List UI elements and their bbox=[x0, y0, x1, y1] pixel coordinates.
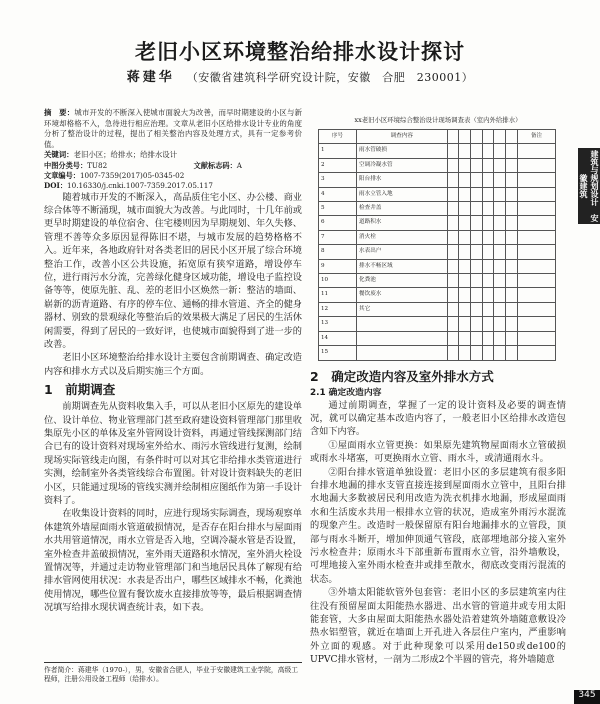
table-cell bbox=[494, 187, 506, 201]
table-cell: 1 bbox=[319, 144, 357, 158]
author-footnote: 作者简介：蒋建华（1970-），男，安徽省合肥人，毕业于安徽建筑工业学院，高级工程师，注册公用设备工程师（给排水）。 bbox=[44, 662, 302, 684]
table-cell bbox=[459, 144, 471, 158]
table-cell bbox=[482, 216, 494, 230]
table-cell bbox=[471, 346, 483, 360]
table-cell bbox=[482, 202, 494, 216]
table-cell bbox=[447, 259, 459, 273]
table-cell bbox=[471, 288, 483, 302]
table-header-cell bbox=[506, 130, 518, 144]
table-cell bbox=[471, 274, 483, 288]
section-2-paragraph: ②阳台排水管道单独设置：老旧小区的多层建筑有很多阳台排水地漏的排水支管直接连接到屋面雨水立管中，且阳台排水地漏大多数被居民利用改造为洗衣机排水地漏，形成屋面雨水和生活废水共用一根排水立管的状况，造成室外雨污水混流的现象产生。改造时一般保留原有阳台地漏排水的立管段，顶部与雨水斗断开，增加伸顶通气管段，底部埋地部分接入室外污水检查井；原雨水斗下部重新布置雨水立管，沿外墙敷设，可埋地接入室外雨水检查井或排至散水，彻底改变雨污混流的状态。 bbox=[310, 466, 566, 585]
table-cell bbox=[517, 202, 555, 216]
table-cell bbox=[447, 230, 459, 244]
table-cell bbox=[482, 302, 494, 316]
table-cell bbox=[357, 317, 448, 331]
table-cell bbox=[471, 302, 483, 316]
table-cell bbox=[459, 173, 471, 187]
table-cell: 检查井盖 bbox=[357, 202, 448, 216]
table-cell bbox=[459, 346, 471, 360]
table-cell bbox=[459, 274, 471, 288]
table-cell bbox=[494, 302, 506, 316]
table-cell bbox=[517, 288, 555, 302]
table-cell bbox=[482, 158, 494, 172]
table-cell bbox=[517, 144, 555, 158]
table-cell bbox=[471, 144, 483, 158]
table-cell: 水表出户 bbox=[357, 245, 448, 259]
table-cell bbox=[482, 288, 494, 302]
table-cell: 7 bbox=[319, 230, 357, 244]
author-line bbox=[0, 66, 600, 85]
table-cell: 餐饮废水 bbox=[357, 288, 448, 302]
table-cell bbox=[471, 216, 483, 230]
table-cell bbox=[517, 274, 555, 288]
table-header-cell bbox=[459, 130, 471, 144]
table-cell bbox=[471, 187, 483, 201]
table-cell bbox=[471, 158, 483, 172]
intro-paragraph: 随着城市开发的不断深入，高品质住宅小区、办公楼、商业综合体等不断涌现，城市面貌大为改善。与此同时，十几年前或更早时期建设的单位宿舍、住宅楼则因为早期规划、年久失修、管理不善等众多原因显得陈旧不堪，与城市发展的趋势格格不入。近年来，各地政府针对各类老旧的居民小区开展了综合环境整治工作，改善小区公共设施，拓宽原有狭窄道路，增设停车位，进行雨污水分流，完善绿化健身区域功能，增设电子监控设备等等，使原先脏、乱、差的老旧小区焕然一新：整洁的墙面、崭新的沥青道路、有序的停车位、通畅的排水管道、齐全的健身器材、别致的景观绿化等整治后的效果极大满足了居民的生活休闲需要，得到了居民的一致好评，也使城市面貌得到了进一步的改善。 bbox=[44, 191, 302, 350]
table-cell bbox=[471, 331, 483, 345]
doi-label: DOI： bbox=[44, 180, 68, 190]
table-cell bbox=[506, 346, 518, 360]
table-cell bbox=[494, 230, 506, 244]
author-affiliation: （安徽省建筑科学研究设计院，安徽 合肥 230001） bbox=[186, 71, 474, 84]
table-cell bbox=[494, 216, 506, 230]
table-cell bbox=[494, 173, 506, 187]
table-cell bbox=[357, 346, 448, 360]
doc-code-label: 文献标志码： bbox=[193, 160, 237, 170]
table-cell bbox=[517, 216, 555, 230]
table-cell bbox=[447, 216, 459, 230]
section-1-heading: 1 前期调查 bbox=[44, 382, 116, 398]
table-cell: 12 bbox=[319, 302, 357, 316]
table-cell bbox=[494, 288, 506, 302]
table-row bbox=[319, 144, 556, 158]
table-cell bbox=[482, 317, 494, 331]
table-cell: 空调冷凝水管 bbox=[357, 158, 448, 172]
section-1-paragraph: 在收集设计资料的同时，应进行现场实际调查，现场观察单体建筑外墙屋面雨水管道破损情况，是否存在阳台排水与屋面雨水共用管道情况，雨水立管是否入地，空调冷凝水管是否设置，室外检查井盖破损情况，室外雨天道路积水情况，室外消火栓设置情况等，并通过走访物业管理部门和当地居民具体了解现有给排水管网使用状况：水表是否出户，哪些区域排水不畅，化粪池使用情况，哪些位置有餐饮废水直接排放等等，最后根据调查情况填写给排水现状调查统计表，如下表。 bbox=[44, 508, 302, 614]
table-cell: 阳台排水 bbox=[357, 173, 448, 187]
table-cell bbox=[506, 187, 518, 201]
section-1-paragraph: 前期调查先从资料收集入手，可以从老旧小区原先的建设单位、设计单位、物业管理部门甚至政府建设资料管理部门那里收集原先小区的单体及室外管网设计资料，再通过管线探测部门结合已有的设计资料对现场室外给水、雨污水管线进行复测，绘制现场实际管线走向图，有条件时可以对其它非给排水类管道进行实测，绘制室外各类管线综合布置图。针对设计资料缺失的老旧小区，只能通过现场的管线实测并绘制相应图纸作为第一手设计资料了。 bbox=[44, 401, 302, 507]
table-cell bbox=[517, 158, 555, 172]
table-cell: 14 bbox=[319, 331, 357, 345]
table-cell bbox=[494, 245, 506, 259]
table-header-cell bbox=[447, 130, 459, 144]
table-cell: 消火栓 bbox=[357, 230, 448, 244]
keywords-label: 关键词： bbox=[44, 150, 74, 159]
table-cell: 道路积水 bbox=[357, 216, 448, 230]
doc-code-value: A bbox=[236, 160, 242, 170]
table-cell bbox=[471, 259, 483, 273]
table-cell: 6 bbox=[319, 216, 357, 230]
table-cell: 15 bbox=[319, 346, 357, 360]
table-cell bbox=[506, 230, 518, 244]
table-cell bbox=[482, 230, 494, 244]
table-cell bbox=[447, 331, 459, 345]
table-row bbox=[319, 288, 556, 302]
page-number: 345 bbox=[574, 690, 600, 704]
article-no-value: 1007-7359(2017)05-0345-02 bbox=[79, 170, 185, 180]
table-cell bbox=[517, 346, 555, 360]
table-cell bbox=[517, 245, 555, 259]
table-cell bbox=[506, 288, 518, 302]
table-cell: 排水不畅区域 bbox=[357, 259, 448, 273]
table-row bbox=[319, 173, 556, 187]
table-cell bbox=[459, 317, 471, 331]
table-cell bbox=[494, 202, 506, 216]
table-cell bbox=[517, 187, 555, 201]
table-cell bbox=[471, 230, 483, 244]
table-cell bbox=[459, 216, 471, 230]
table-cell bbox=[447, 346, 459, 360]
table-cell bbox=[447, 274, 459, 288]
section-2-paragraph: 通过前期调查，掌握了一定的设计资料及必要的调查情况，就可以确定基本改造内容了，一般老旧小区给排水改造包含如下内容。 bbox=[310, 399, 566, 438]
table-cell bbox=[447, 245, 459, 259]
table-header-cell bbox=[471, 130, 483, 144]
table-cell bbox=[459, 331, 471, 345]
table-cell bbox=[459, 259, 471, 273]
table-cell bbox=[447, 302, 459, 316]
table-cell bbox=[482, 331, 494, 345]
table-cell bbox=[471, 245, 483, 259]
table-header-cell: 备注 bbox=[517, 130, 555, 144]
table-cell bbox=[494, 317, 506, 331]
table-cell bbox=[517, 331, 555, 345]
table-cell bbox=[459, 288, 471, 302]
table-cell: 5 bbox=[319, 202, 357, 216]
table-cell bbox=[494, 144, 506, 158]
table-cell bbox=[447, 202, 459, 216]
table-cell bbox=[494, 331, 506, 345]
table-header-cell bbox=[494, 130, 506, 144]
table-cell bbox=[517, 173, 555, 187]
table-cell bbox=[506, 259, 518, 273]
table-cell: 3 bbox=[319, 173, 357, 187]
abstract-block bbox=[44, 108, 302, 161]
section-2-1-heading: 2.1 确定改造内容 bbox=[310, 387, 382, 398]
section-2-heading: 2 确定改造内容及室外排水方式 bbox=[310, 368, 494, 384]
table-cell bbox=[357, 331, 448, 345]
abstract-label: 摘 要： bbox=[44, 108, 75, 117]
table-cell bbox=[506, 317, 518, 331]
table-cell bbox=[506, 331, 518, 345]
table-cell bbox=[494, 158, 506, 172]
table-cell bbox=[517, 317, 555, 331]
table-cell bbox=[459, 187, 471, 201]
table-cell: 雨水管破损 bbox=[357, 144, 448, 158]
author-name: 蒋建华 bbox=[126, 70, 175, 85]
table-cell: 11 bbox=[319, 288, 357, 302]
table-row bbox=[319, 230, 556, 244]
table-cell bbox=[459, 202, 471, 216]
right-column bbox=[310, 108, 566, 667]
table-cell bbox=[506, 202, 518, 216]
table-cell bbox=[459, 302, 471, 316]
table-cell bbox=[447, 288, 459, 302]
table-cell bbox=[506, 144, 518, 158]
table-cell bbox=[517, 259, 555, 273]
table-cell bbox=[506, 245, 518, 259]
table-row bbox=[319, 274, 556, 288]
table-cell bbox=[447, 173, 459, 187]
survey-table bbox=[318, 129, 556, 361]
table-cell bbox=[482, 346, 494, 360]
table-row bbox=[319, 216, 556, 230]
table-cell bbox=[471, 317, 483, 331]
table-row bbox=[319, 187, 556, 201]
table-cell bbox=[447, 144, 459, 158]
section-2-paragraph: ①屋面雨水立管更换：如果原先建筑物屋面雨水立管破损或雨水斗堵塞，可更换雨水立管、雨水斗，或清通雨水斗。 bbox=[310, 439, 566, 465]
table-header-cell: 序号 bbox=[319, 130, 357, 144]
table-cell: 雨水立管入地 bbox=[357, 187, 448, 201]
table-cell bbox=[482, 173, 494, 187]
table-cell bbox=[494, 346, 506, 360]
table-cell: 2 bbox=[319, 158, 357, 172]
table-cell bbox=[482, 187, 494, 201]
article-meta bbox=[44, 161, 302, 191]
table-cell: 8 bbox=[319, 245, 357, 259]
table-header-cell bbox=[482, 130, 494, 144]
table-row bbox=[319, 202, 556, 216]
table-row bbox=[319, 302, 556, 316]
table-cell bbox=[471, 173, 483, 187]
table-cell bbox=[506, 173, 518, 187]
table-cell bbox=[447, 158, 459, 172]
table-caption: xx老旧小区环境综合整治设计现场调查表（室内外给排水） bbox=[354, 116, 522, 124]
table-cell: 化粪池 bbox=[357, 274, 448, 288]
doi-value: 10.16330/j.cnki.1007-7359.2017.05.117 bbox=[67, 180, 213, 190]
abstract-text: 城市开发的不断深入使城市面貌大为改善，而早时期建设的小区与新环境却格格不入，急待进行相应治理。文章从老旧小区给排水设计专业的角度分析了整治设计的过程，提出了相关整治内容及处理方式，具有一定参考价值。 bbox=[44, 108, 302, 149]
table-cell bbox=[459, 230, 471, 244]
table-cell: 10 bbox=[319, 274, 357, 288]
clc-label: 中图分类号： bbox=[44, 160, 88, 170]
table-cell bbox=[471, 202, 483, 216]
table-header-cell: 调查内容 bbox=[357, 130, 448, 144]
paper-title: 老旧小区环境整治给排水设计探讨 bbox=[135, 40, 465, 64]
table-cell bbox=[494, 259, 506, 273]
table-cell bbox=[506, 274, 518, 288]
table-cell bbox=[459, 158, 471, 172]
table-cell: 9 bbox=[319, 259, 357, 273]
table-cell bbox=[506, 216, 518, 230]
intro-paragraph: 老旧小区环境整治给排水设计主要包含前期调查、确定改造内容和排水方式以及后期实施三个方面。 bbox=[44, 352, 302, 377]
table-row bbox=[319, 331, 556, 345]
table-cell bbox=[506, 158, 518, 172]
article-no-label: 文章编号： bbox=[44, 170, 80, 180]
journal-sidebar-label: 建筑与规划设计 安徽建筑 bbox=[579, 150, 599, 222]
table-cell bbox=[482, 274, 494, 288]
table-row bbox=[319, 346, 556, 360]
table-header-row bbox=[319, 130, 556, 144]
left-column bbox=[44, 108, 302, 615]
table-cell bbox=[447, 187, 459, 201]
table-cell bbox=[494, 274, 506, 288]
table-cell bbox=[447, 317, 459, 331]
table-cell bbox=[482, 245, 494, 259]
table-cell: 其它 bbox=[357, 302, 448, 316]
table-cell bbox=[459, 245, 471, 259]
table-row bbox=[319, 158, 556, 172]
table-cell bbox=[506, 302, 518, 316]
table-cell: 13 bbox=[319, 317, 357, 331]
table-row bbox=[319, 317, 556, 331]
section-2-paragraph: ③外墙太阳能软管外包套管：老旧小区的多层建筑室内往往没有预留屋面太阳能热水器进、出水管的管道井或专用太阳能套管，大多由屋面太阳能热水器处沿着建筑外墙随意敷设冷热水铝塑管，就近在墙面上开孔进入各层住户室内，严重影响外立面的观感。对于此种现象可以采用de150或de100的UPVC排水管材，一剖为二形成2个半圆的管壳，将外墙随意 bbox=[310, 587, 566, 666]
table-cell bbox=[517, 302, 555, 316]
table-cell: 4 bbox=[319, 187, 357, 201]
keywords-text: 老旧小区；给排水；给排水设计 bbox=[73, 150, 178, 159]
table-row bbox=[319, 245, 556, 259]
table-cell bbox=[482, 144, 494, 158]
table-cell bbox=[482, 259, 494, 273]
table-cell bbox=[517, 230, 555, 244]
clc-value: TU82 bbox=[87, 160, 108, 170]
table-row bbox=[319, 259, 556, 273]
table-body bbox=[319, 144, 556, 360]
